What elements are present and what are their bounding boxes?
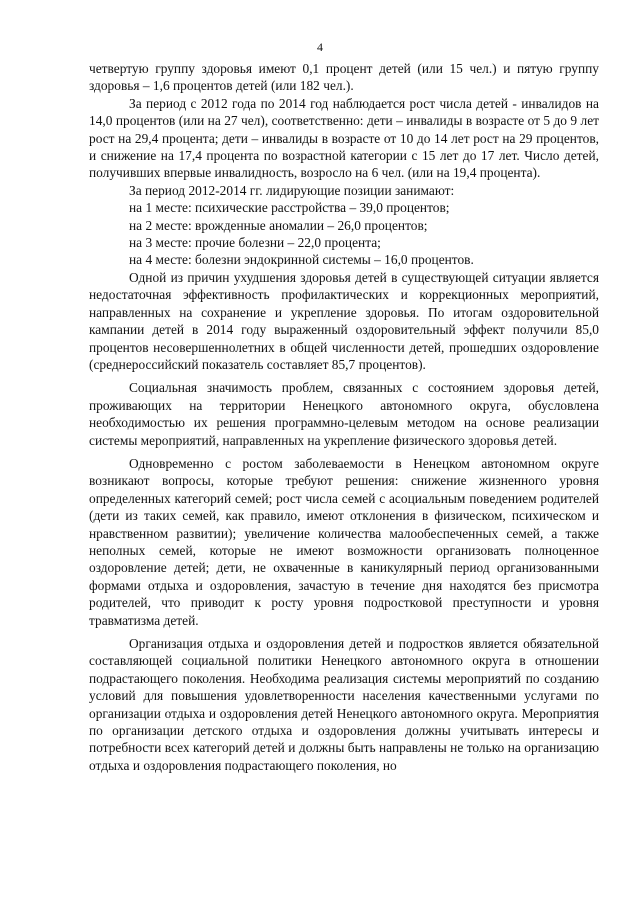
- paragraph-health-groups: четвертую группу здоровья имеют 0,1 процент детей (или 15 чел.) и пятую группу здоровья – 1,6 процентов детей (или 182 чел.).: [89, 61, 599, 94]
- list-item: на 3 месте: прочие болезни – 22,0 процента;: [129, 235, 381, 251]
- paragraph-disabled-children: За период с 2012 года по 2014 год наблюдается рост числа детей - инвалидов на 14,0 процентов (или на 27 чел), соответственно: дети – инвалиды в возрасте от 5 до 9 лет рост на 29,4 процента; дети – инвалиды в возрасте от 10 до 14 лет рост на 29 процентов, и снижение на 17,4 процента по возрастной категории с 15 лет до 17 лет. Число детей, получивших впервые инвалидность, возросло на 6 чел. (или на 19,4 процента).: [89, 95, 599, 181]
- paragraph-prevention-efficiency: Одной из причин ухудшения здоровья детей в существующей ситуации является недостаточная эффективность профилактических и коррекционных мероприятий, направленных на сохранение и укрепление здоровья. По итогам оздоровительной кампании детей в 2014 году выраженный оздоровительный эффект получили 85,0 процентов несовершеннолетних в общей численности детей, прошедших оздоровление (среднероссийский показатель составляет 85,7 процентов).: [89, 269, 599, 372]
- list-item: на 2 месте: врожденные аномалии – 26,0 процентов;: [129, 217, 428, 233]
- list-item: на 1 месте: психические расстройства – 39,0 процентов;: [129, 200, 450, 216]
- list-item: на 4 месте: болезни эндокринной системы – 16,0 процентов.: [129, 252, 474, 268]
- paragraph-leading-positions: За период 2012-2014 гг. лидирующие позиции занимают:: [129, 182, 455, 198]
- paragraph-emerging-issues: Одновременно с ростом заболеваемости в Ненецком автономном округе возникают вопросы, которые требуют решения: снижение жизненного уровня определенных категорий семей; рост числа семей с асоциальным поведением родителей (дети из таких семей, как правило, имеют отклонения в физическом, психическом и нравственном развитии); увеличение количества малообеспеченных семей, а также неполных семей, которые не имеют возможности организовать полноценное оздоровление детей; дети, не охваченные в каникулярный период организованными формами отдыха и оздоровления, зачастую в течение дня находятся без присмотра родителей, что приводит к росту уровня подростковой преступности и уровня травматизма детей.: [89, 455, 599, 628]
- paragraph-recreation-organization: Организация отдыха и оздоровления детей и подростков является обязательной составляющей социальной политики Ненецкого автономного округа в отношении подрастающего поколения. Необходима реализация системы мероприятий по созданию условий для повышения удовлетворенности населения качественными услугами по организации отдыха и оздоровления детей Ненецкого автономного округа. Мероприятия по организации детского отдыха и оздоровления должны учитывать интересы и потребности всех категорий детей и должны быть направлены не только на организацию отдыха и оздоровления подрастающего поколения, но: [89, 636, 599, 773]
- page-number: 4: [317, 40, 323, 54]
- document-body: [89, 60, 599, 774]
- paragraph-social-significance: Социальная значимость проблем, связанных с состоянием здоровья детей, проживающих на территории Ненецкого автономного округа, обусловлена необходимостью их решения программно-целевым методом на основе реализации системы мероприятий, направленных на укрепление физического здоровья детей.: [89, 380, 599, 448]
